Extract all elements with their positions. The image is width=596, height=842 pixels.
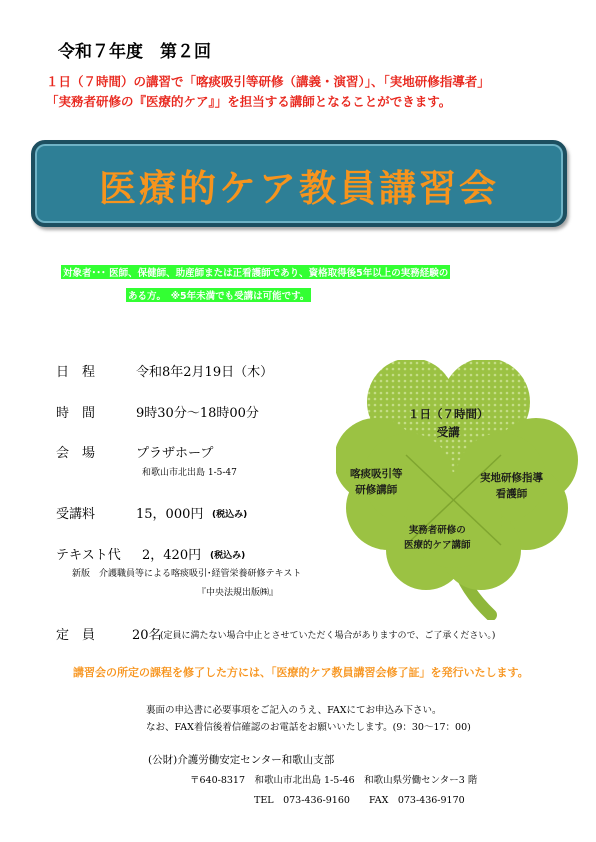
- venue-address: 和歌山市北出島 1-5-47: [142, 468, 237, 478]
- time-value: 9時30分～18時00分: [136, 406, 259, 421]
- clover-left-line-1: 喀痰吸引等: [350, 468, 403, 480]
- clover-right-line-2: 看護師: [495, 488, 528, 500]
- clover-left-line-2: 研修講師: [355, 484, 398, 496]
- clover-right-line-1: 実地研修指導: [480, 472, 543, 484]
- time-label: 時 間: [56, 406, 96, 421]
- venue-value: プラザホープ: [136, 446, 214, 461]
- application-line-1: 裏面の申込書に必要事項をご記入のうえ、FAXにてお申込み下さい。: [146, 705, 442, 716]
- banner-title: 医療的ケア教員講習会: [99, 167, 499, 210]
- clover-bottom-line-1: 実務者研修の: [408, 525, 466, 536]
- target-line-1: [61, 265, 450, 279]
- text-fee-label: テキスト代: [56, 548, 121, 563]
- clover-top-line-1: １日（７時間）: [408, 407, 489, 421]
- application-line-2: なお、FAX着信後着信確認のお電話をお願いいたします。(9：30～17：00): [146, 722, 471, 733]
- intro-line-1: １日（７時間）の講習で「喀痰吸引等研修（講義・演習）」、「実地研修指導者」: [46, 74, 490, 89]
- title-banner: [31, 140, 567, 227]
- clover-top-line-2: 受講: [436, 425, 460, 439]
- clover-left: [350, 466, 403, 498]
- certificate-note: 講習会の所定の課程を修了した方には、「医療的ケア教員講習会修了証」を発行いたします。: [73, 666, 529, 679]
- session-heading: 令和７年度 第２回: [58, 42, 211, 62]
- capacity-label: 定 員: [56, 628, 96, 643]
- capacity-note: (定員に満たない場合中止とさせていただく場合がありますので、ご了承ください。): [160, 631, 496, 641]
- text-fee-value: 2，420円: [142, 548, 202, 563]
- venue-label: 会 場: [56, 446, 96, 461]
- schedule-value: 令和8年2月19日（木）: [136, 365, 274, 380]
- clover-bottom: [404, 523, 471, 553]
- intro-line-2: 「実務者研修の『医療的ケア』」を担当する講師となることができます。: [46, 94, 452, 109]
- target-text-1: 医師、保健師、助産師または正看護師であり、資格取得後5年以上の実務経験の: [109, 268, 449, 279]
- textbook-title: 新版 介護職員等による喀痰吸引･経管栄養研修テキスト: [72, 569, 302, 579]
- textbook-publisher: 『中央法規出版㈱』: [197, 588, 279, 598]
- fee-tax: (税込み): [212, 510, 248, 520]
- text-fee-tax: (税込み): [210, 551, 246, 561]
- clover-top: [408, 405, 489, 441]
- fee-label: 受講料: [56, 507, 96, 522]
- fee-value: 15，000円: [136, 507, 204, 522]
- contact-org: (公財)介護労働安定センター和歌山支部: [148, 754, 335, 766]
- contact-phone: TEL 073-436-9160 FAX 073-436-9170: [254, 795, 465, 806]
- capacity-value: 20名: [132, 628, 162, 643]
- clover-bottom-line-2: 医療的ケア講師: [404, 540, 471, 551]
- contact-address: 〒640-8317 和歌山市北出島 1-5-46 和歌山県労働センター3 階: [190, 775, 478, 786]
- clover-right: [480, 470, 543, 502]
- schedule-label: 日 程: [56, 365, 96, 380]
- target-label: 対象者･･･: [63, 268, 106, 279]
- target-line-2: ある方。 ※5年未満でも受講は可能です。: [126, 288, 311, 302]
